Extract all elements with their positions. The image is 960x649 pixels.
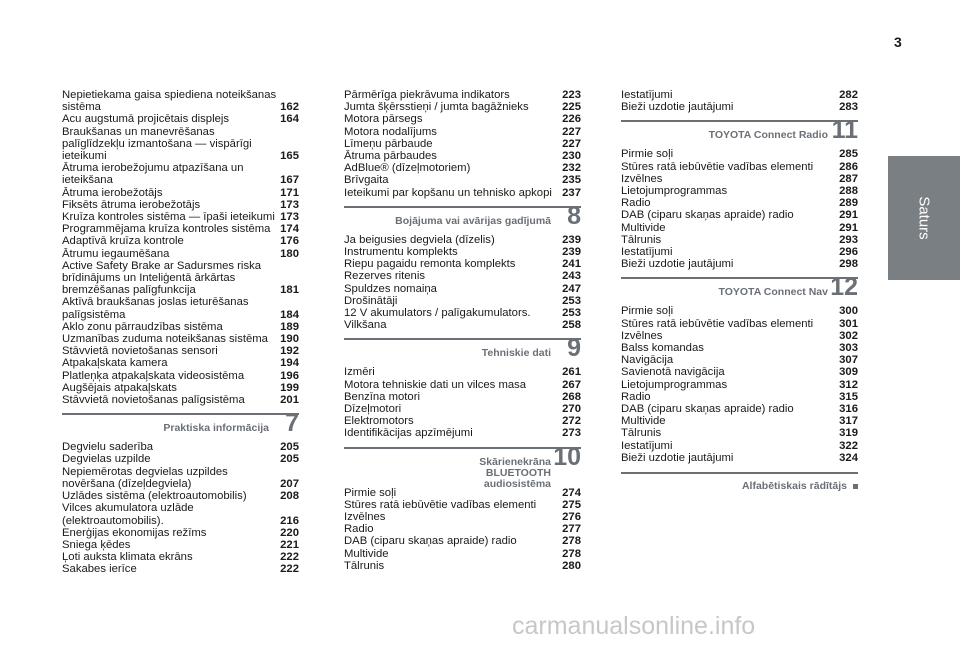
toc-entry-page: 291 bbox=[839, 221, 858, 234]
toc-entry-title: DAB (ciparu skaņas apraide) radio bbox=[621, 403, 794, 416]
section-title: Praktiska informācija bbox=[163, 422, 269, 435]
toc-entry-page: 302 bbox=[839, 329, 858, 342]
toc-entry-page: 291 bbox=[839, 209, 858, 222]
toc-entry-page: 312 bbox=[839, 378, 858, 391]
toc-entry[interactable] bbox=[62, 199, 299, 211]
toc-entry[interactable] bbox=[344, 283, 581, 295]
toc-entry-title: DAB (ciparu skaņas apraide) radio bbox=[621, 209, 794, 222]
toc-entry-title: Uzmanības zuduma noteikšanas sistēma bbox=[62, 333, 268, 346]
toc-entry-title: Iestatījumi bbox=[621, 246, 673, 259]
section-header bbox=[344, 334, 581, 364]
toc-entry-title: Motora nodalījums bbox=[344, 125, 437, 138]
toc-entry-title: Jumta šķērsstieņi / jumta bagāžnieks bbox=[344, 101, 529, 114]
watermark: carmanualsonline.info bbox=[512, 612, 756, 640]
toc-entry-page: 319 bbox=[839, 427, 858, 440]
toc-entry-page: 278 bbox=[562, 535, 581, 548]
toc-entry-page: 237 bbox=[562, 186, 581, 199]
toc-entry-page: 261 bbox=[562, 366, 581, 379]
toc-entry-title: Lietojumprogrammas bbox=[621, 378, 728, 391]
toc-entry[interactable] bbox=[621, 185, 858, 197]
toc-entry[interactable] bbox=[344, 101, 581, 113]
toc-entry-page: 289 bbox=[839, 197, 858, 210]
toc-entry-page: 194 bbox=[280, 357, 299, 370]
toc-entry-page: 239 bbox=[562, 233, 581, 246]
toc-entry-page: 278 bbox=[562, 547, 581, 560]
toc-entry[interactable] bbox=[62, 223, 299, 235]
toc-entry-title: Vilkšana bbox=[344, 319, 387, 332]
toc-entry[interactable] bbox=[344, 379, 581, 391]
toc-entry[interactable] bbox=[621, 330, 858, 342]
toc-entry[interactable] bbox=[621, 318, 858, 330]
toc-entry[interactable] bbox=[621, 101, 858, 113]
toc-entry-title: Pirmie soļi bbox=[621, 148, 674, 161]
section-header bbox=[621, 273, 858, 303]
toc-entry-title: Spuldzes nomaiņa bbox=[344, 282, 437, 295]
toc-entry-title: Stūres ratā iebūvētie vadības elementi bbox=[621, 317, 814, 330]
toc-entry[interactable] bbox=[621, 403, 858, 415]
toc-entry-page: 253 bbox=[562, 307, 581, 320]
toc-entry[interactable] bbox=[621, 379, 858, 391]
toc-entry[interactable] bbox=[344, 523, 581, 535]
toc-entry[interactable] bbox=[62, 382, 299, 394]
toc-entry-title: Ātrumu iegaumēšana bbox=[62, 247, 170, 260]
toc-entry[interactable] bbox=[621, 197, 858, 209]
toc-entry-title: Instrumentu komplekts bbox=[344, 246, 458, 259]
toc-entry[interactable] bbox=[62, 502, 299, 526]
toc-entry-title: Iestatījumi bbox=[621, 439, 673, 452]
toc-entry-title: Ļoti auksta klimata ekrāns bbox=[62, 551, 193, 564]
toc-entry-page: 164 bbox=[280, 113, 299, 126]
toc-entry-title: Ieteikumi par kopšanu un tehnisko apkopi bbox=[344, 186, 552, 199]
toc-entry[interactable] bbox=[621, 148, 858, 160]
toc-entry-page: 298 bbox=[839, 258, 858, 271]
toc-entry-page: 243 bbox=[562, 270, 581, 283]
section-header bbox=[621, 116, 858, 146]
toc-entry-page: 285 bbox=[839, 148, 858, 161]
section-title: TOYOTA Connect Radio bbox=[708, 129, 828, 142]
toc-entry-title: Ātruma ierobežojumu atpazīšana un ieteikšana bbox=[62, 162, 244, 187]
toc-entry[interactable] bbox=[62, 490, 299, 502]
alphabetical-index-link[interactable] bbox=[621, 472, 858, 492]
toc-entry-title: Tālrunis bbox=[621, 427, 662, 440]
toc-entry[interactable] bbox=[344, 535, 581, 547]
toc-entry-title: Programmējama kruīza kontroles sistēma bbox=[62, 223, 271, 236]
toc-entry[interactable] bbox=[621, 427, 858, 439]
toc-entry-title: Pirmie soļi bbox=[344, 486, 397, 499]
toc-entry[interactable] bbox=[344, 138, 581, 150]
toc-entry-title: Multivide bbox=[344, 547, 389, 560]
toc-entry[interactable] bbox=[621, 173, 858, 185]
toc-entry-page: 280 bbox=[562, 559, 581, 572]
toc-entry[interactable] bbox=[621, 222, 858, 234]
toc-entry[interactable] bbox=[621, 440, 858, 452]
toc-entry-page: 268 bbox=[562, 390, 581, 403]
toc-entry-page: 267 bbox=[562, 378, 581, 391]
toc-entry[interactable] bbox=[62, 187, 299, 199]
toc-entry-page: 221 bbox=[280, 538, 299, 551]
toc-entry-page: 192 bbox=[280, 345, 299, 358]
toc-entry[interactable] bbox=[344, 295, 581, 307]
toc-entry[interactable] bbox=[62, 441, 299, 453]
section-number: 11 bbox=[831, 116, 858, 145]
toc-entry[interactable] bbox=[621, 305, 858, 317]
toc-entry-title: Ātruma pārbaudes bbox=[344, 150, 437, 163]
toc-entry-title: Bieži uzdotie jautājumi bbox=[621, 451, 734, 464]
toc-entry-page: 315 bbox=[839, 390, 858, 403]
toc-entry[interactable] bbox=[62, 296, 299, 320]
toc-entry-title: Kruīza kontroles sistēma — īpaši ieteikumi bbox=[62, 211, 275, 224]
section-title: Bojājuma vai avārijas gadījumā bbox=[395, 214, 551, 227]
toc-entry-title: Braukšanas un manevrēšanas palīglīdzekļu izmantošana — vispārīgi ieteikumi bbox=[62, 125, 252, 163]
toc-entry-title: Sakabes ierīce bbox=[62, 563, 137, 576]
toc-entry-page: 239 bbox=[562, 246, 581, 259]
toc-entry-page: 286 bbox=[839, 160, 858, 173]
toc-entry[interactable] bbox=[62, 539, 299, 551]
section-title: Skārienekrāna BLUETOOTH audiosistēma bbox=[479, 455, 551, 490]
toc-entry-page: 165 bbox=[280, 150, 299, 163]
toc-entry-page: 220 bbox=[280, 526, 299, 539]
toc-entry-page: 226 bbox=[562, 113, 581, 126]
section-header bbox=[344, 201, 581, 232]
toc-entry[interactable] bbox=[62, 126, 299, 163]
section-number: 10 bbox=[553, 442, 581, 471]
toc-entry[interactable] bbox=[62, 248, 299, 260]
toc-entry[interactable] bbox=[621, 366, 858, 378]
toc-entry-page: 258 bbox=[562, 319, 581, 332]
toc-entry-title: Riepu pagaidu remonta komplekts bbox=[344, 258, 516, 271]
toc-entry[interactable] bbox=[62, 453, 299, 465]
section-number: 7 bbox=[285, 409, 299, 438]
toc-entry[interactable] bbox=[62, 370, 299, 382]
toc-entry-page: 309 bbox=[839, 366, 858, 379]
side-tab-label: Saturs bbox=[915, 196, 933, 240]
toc-entry-page: 174 bbox=[280, 223, 299, 236]
section-title: Tehniskie dati bbox=[481, 347, 551, 360]
toc-entry[interactable] bbox=[344, 548, 581, 560]
toc-entry[interactable] bbox=[621, 89, 858, 101]
toc-entry-title: Brīvgaita bbox=[344, 174, 389, 187]
toc-entry[interactable] bbox=[344, 258, 581, 270]
toc-entry-title: Ātruma ierobežotājs bbox=[62, 186, 163, 199]
toc-entry[interactable] bbox=[62, 235, 299, 247]
toc-entry[interactable] bbox=[62, 260, 299, 297]
toc-entry-title: Nepietiekama gaisa spiediena noteikšanas sistēma bbox=[62, 89, 277, 114]
toc-entry-title: Izvēlnes bbox=[621, 172, 663, 185]
square-bullet-icon bbox=[853, 484, 858, 489]
toc-entry-title: Savienotā navigācija bbox=[621, 366, 725, 379]
toc-entry[interactable] bbox=[62, 113, 299, 125]
toc-entry[interactable] bbox=[344, 319, 581, 331]
toc-entry[interactable] bbox=[62, 162, 299, 186]
toc-entry-page: 282 bbox=[839, 89, 858, 101]
toc-entry-title: Pārmērīga piekrāvuma indikators bbox=[344, 89, 510, 101]
toc-entry[interactable] bbox=[621, 452, 858, 464]
toc-entry[interactable] bbox=[62, 357, 299, 369]
toc-entry-title: Bieži uzdotie jautājumi bbox=[621, 258, 734, 271]
toc-entry-page: 205 bbox=[280, 453, 299, 466]
toc-entry-title: Stāvvietā novietošanas palīgsistēma bbox=[62, 394, 245, 407]
toc-entry-title: Rezerves ritenis bbox=[344, 270, 425, 283]
toc-entry-page: 199 bbox=[280, 381, 299, 394]
toc-entry-page: 303 bbox=[839, 342, 858, 355]
toc-entry-page: 273 bbox=[562, 427, 581, 440]
section-title: TOYOTA Connect Nav bbox=[718, 286, 828, 299]
toc-entry-page: 230 bbox=[562, 150, 581, 163]
toc-entry-title: Bieži uzdotie jautājumi bbox=[621, 101, 734, 114]
toc-entry-title: Izvēlnes bbox=[621, 329, 663, 342]
toc-entry-title: Nepiemērotas degvielas uzpildes novēršana (dīzeļdegviela) bbox=[62, 465, 228, 490]
toc-entry-page: 223 bbox=[562, 89, 581, 101]
toc-entry[interactable] bbox=[621, 234, 858, 246]
toc-entry-title: Pirmie soļi bbox=[621, 305, 674, 318]
toc-column-3 bbox=[621, 89, 858, 492]
toc-entry-page: 227 bbox=[562, 125, 581, 138]
toc-entry-page: 189 bbox=[280, 320, 299, 333]
toc-entry-page: 275 bbox=[562, 498, 581, 511]
toc-entry[interactable] bbox=[62, 333, 299, 345]
toc-entry[interactable] bbox=[62, 394, 299, 406]
toc-entry-page: 201 bbox=[280, 394, 299, 407]
section-number: 12 bbox=[830, 273, 858, 302]
toc-entry[interactable] bbox=[621, 161, 858, 173]
toc-entry-title: Drošinātāji bbox=[344, 294, 398, 307]
toc-entry[interactable] bbox=[344, 403, 581, 415]
toc-entry[interactable] bbox=[62, 345, 299, 357]
toc-entry-title: Enerģijas ekonomijas režīms bbox=[62, 526, 207, 539]
toc-entry[interactable] bbox=[62, 563, 299, 575]
toc-entry-page: 184 bbox=[280, 308, 299, 321]
toc-entry-title: Lietojumprogrammas bbox=[621, 185, 728, 198]
toc-entry-title: Motora pārsegs bbox=[344, 113, 423, 126]
toc-entry-page: 222 bbox=[280, 563, 299, 576]
toc-entry-page: 173 bbox=[280, 211, 299, 224]
toc-entry[interactable] bbox=[344, 162, 581, 174]
toc-entry-page: 235 bbox=[562, 174, 581, 187]
toc-entry-page: 207 bbox=[280, 477, 299, 490]
toc-entry-page: 208 bbox=[280, 490, 299, 503]
toc-entry[interactable] bbox=[62, 211, 299, 223]
toc-entry-title: Stūres ratā iebūvētie vadības elementi bbox=[344, 498, 537, 511]
toc-entry[interactable] bbox=[344, 560, 581, 572]
toc-entry[interactable] bbox=[344, 307, 581, 319]
toc-entry-title: Radio bbox=[621, 197, 651, 210]
toc-entry[interactable] bbox=[344, 499, 581, 511]
toc-entry-title: Degvielas uzpilde bbox=[62, 453, 151, 466]
toc-entry-page: 181 bbox=[280, 284, 299, 297]
section-number: 9 bbox=[567, 334, 581, 363]
toc-entry-page: 317 bbox=[839, 415, 858, 428]
toc-entry-title: Elektromotors bbox=[344, 415, 414, 428]
toc-entry-title: Fiksēts ātruma ierobežotājs bbox=[62, 198, 201, 211]
toc-entry[interactable] bbox=[344, 511, 581, 523]
toc-entry-title: Ja beigusies degviela (dīzelis) bbox=[344, 233, 495, 246]
toc-entry[interactable] bbox=[62, 321, 299, 333]
toc-entry[interactable] bbox=[344, 366, 581, 378]
section-number: 8 bbox=[567, 201, 581, 230]
toc-entry-page: 167 bbox=[280, 174, 299, 187]
toc-entry-title: Aklo zonu pārraudzības sistēma bbox=[62, 320, 223, 333]
toc-entry-page: 225 bbox=[562, 101, 581, 114]
toc-entry-page: 322 bbox=[839, 439, 858, 452]
toc-entry[interactable] bbox=[344, 113, 581, 125]
toc-entry-title: Tālrunis bbox=[344, 559, 385, 572]
toc-entry-title: Sniega ķēdes bbox=[62, 538, 131, 551]
toc-entry-title: Acu augstumā projicētais displejs bbox=[62, 113, 230, 126]
toc-entry-page: 301 bbox=[839, 317, 858, 330]
toc-entry-title: Degvielu saderība bbox=[62, 441, 154, 454]
toc-entry[interactable] bbox=[344, 187, 581, 199]
toc-entry-title: Adaptīvā kruīza kontrole bbox=[62, 235, 184, 248]
toc-entry-page: 283 bbox=[839, 101, 858, 114]
toc-entry[interactable] bbox=[62, 527, 299, 539]
section-header bbox=[344, 442, 581, 490]
toc-entry-title: Multivide bbox=[621, 415, 666, 428]
toc-entry-title: DAB (ciparu skaņas apraide) radio bbox=[344, 535, 517, 548]
alphabetical-index-label: Alfabētiskais rādītājs bbox=[741, 480, 847, 493]
toc-entry-page: 216 bbox=[280, 514, 299, 527]
toc-entry[interactable] bbox=[621, 209, 858, 221]
toc-entry-title: Radio bbox=[621, 390, 651, 403]
toc-entry-title: Izmēri bbox=[344, 366, 375, 379]
toc-entry[interactable] bbox=[344, 89, 581, 101]
toc-entry[interactable] bbox=[344, 270, 581, 282]
toc-entry[interactable] bbox=[621, 415, 858, 427]
toc-entry[interactable] bbox=[62, 551, 299, 563]
toc-entry-title: Uzlādes sistēma (elektroautomobilis) bbox=[62, 490, 247, 503]
section-header bbox=[62, 409, 299, 439]
toc-entry-title: Identifikācijas apzīmējumi bbox=[344, 427, 473, 440]
toc-entry-page: 190 bbox=[280, 333, 299, 346]
toc-entry-page: 180 bbox=[280, 247, 299, 260]
toc-entry-page: 247 bbox=[562, 282, 581, 295]
toc-entry-title: Vilces akumulatora uzlāde (elektroautomobilis). bbox=[62, 502, 194, 527]
toc-entry[interactable] bbox=[621, 246, 858, 258]
toc-entry[interactable] bbox=[344, 174, 581, 186]
toc-entry-page: 176 bbox=[280, 235, 299, 248]
toc-entry[interactable] bbox=[344, 427, 581, 439]
toc-entry-title: Navigācija bbox=[621, 354, 674, 367]
toc-entry[interactable] bbox=[344, 234, 581, 246]
toc-entry-title: Balss komandas bbox=[621, 342, 704, 355]
toc-entry[interactable] bbox=[621, 354, 858, 366]
toc-entry-title: Motora tehniskie dati un vilces masa bbox=[344, 378, 527, 391]
toc-entry-title: Stāvvietā novietošanas sensori bbox=[62, 345, 218, 358]
toc-entry-page: 296 bbox=[839, 246, 858, 259]
toc-entry-title: Platleņķa atpakaļskata videosistēma bbox=[62, 369, 245, 382]
toc-entry-title: Radio bbox=[344, 523, 374, 536]
toc-entry-page: 300 bbox=[839, 305, 858, 318]
toc-entry[interactable] bbox=[621, 258, 858, 270]
toc-entry-page: 293 bbox=[839, 233, 858, 246]
toc-entry-title: Stūres ratā iebūvētie vadības elementi bbox=[621, 160, 814, 173]
toc-entry-page: 227 bbox=[562, 137, 581, 150]
toc-entry[interactable] bbox=[621, 342, 858, 354]
toc-entry[interactable] bbox=[344, 415, 581, 427]
toc-entry-page: 173 bbox=[280, 198, 299, 211]
toc-entry-title: Augšējais atpakaļskats bbox=[62, 381, 177, 394]
toc-entry[interactable] bbox=[62, 466, 299, 490]
toc-entry-title: Atpakaļskata kamera bbox=[62, 357, 168, 370]
toc-entry-title: Tālrunis bbox=[621, 233, 662, 246]
toc-entry-page: 274 bbox=[562, 486, 581, 499]
toc-entry-page: 307 bbox=[839, 354, 858, 367]
toc-entry-title: Līmeņu pārbaude bbox=[344, 137, 433, 150]
toc-entry[interactable] bbox=[344, 246, 581, 258]
page-number: 3 bbox=[894, 34, 902, 50]
toc-entry-title: Multivide bbox=[621, 221, 666, 234]
side-tab-contents[interactable] bbox=[888, 156, 960, 280]
toc-entry-page: 241 bbox=[562, 258, 581, 271]
toc-entry-title: Aktīvā braukšanas joslas ieturēšanas palīgsistēma bbox=[62, 296, 249, 321]
toc-entry[interactable] bbox=[621, 391, 858, 403]
toc-entry-page: 287 bbox=[839, 172, 858, 185]
toc-entry-title: Iestatījumi bbox=[621, 89, 673, 101]
toc-column-2 bbox=[344, 89, 581, 572]
toc-entry-title: Active Safety Brake ar Sadursmes riska brīdinājums un Inteliģentā ārkārtas bremzēšanas palīgfunkcija bbox=[62, 259, 262, 297]
toc-entry-page: 222 bbox=[280, 551, 299, 564]
toc-entry-page: 316 bbox=[839, 403, 858, 416]
toc-entry-title: Benzīna motori bbox=[344, 390, 420, 403]
toc-entry-page: 205 bbox=[280, 441, 299, 454]
toc-entry-page: 272 bbox=[562, 415, 581, 428]
toc-entry-page: 171 bbox=[280, 186, 299, 199]
toc-entry-title: AdBlue® (dīzeļmotoriem) bbox=[344, 162, 471, 175]
toc-entry-page: 196 bbox=[280, 369, 299, 382]
toc-entry[interactable] bbox=[344, 150, 581, 162]
toc-entry-page: 288 bbox=[839, 185, 858, 198]
toc-entry[interactable] bbox=[344, 391, 581, 403]
toc-entry-page: 277 bbox=[562, 523, 581, 536]
toc-entry-title: 12 V akumulators / palīgakumulators. bbox=[344, 307, 531, 320]
toc-entry-page: 162 bbox=[280, 101, 299, 114]
toc-entry[interactable] bbox=[344, 126, 581, 138]
toc-entry-page: 324 bbox=[839, 451, 858, 464]
toc-entry-title: Dīzeļmotori bbox=[344, 403, 402, 416]
toc-entry-page: 253 bbox=[562, 294, 581, 307]
toc-entry-title: Izvēlnes bbox=[344, 511, 386, 524]
toc-entry-page: 276 bbox=[562, 511, 581, 524]
toc-entry-page: 232 bbox=[562, 162, 581, 175]
toc-entry[interactable] bbox=[62, 89, 299, 113]
toc-entry-page: 270 bbox=[562, 403, 581, 416]
toc-column-1 bbox=[62, 89, 299, 576]
